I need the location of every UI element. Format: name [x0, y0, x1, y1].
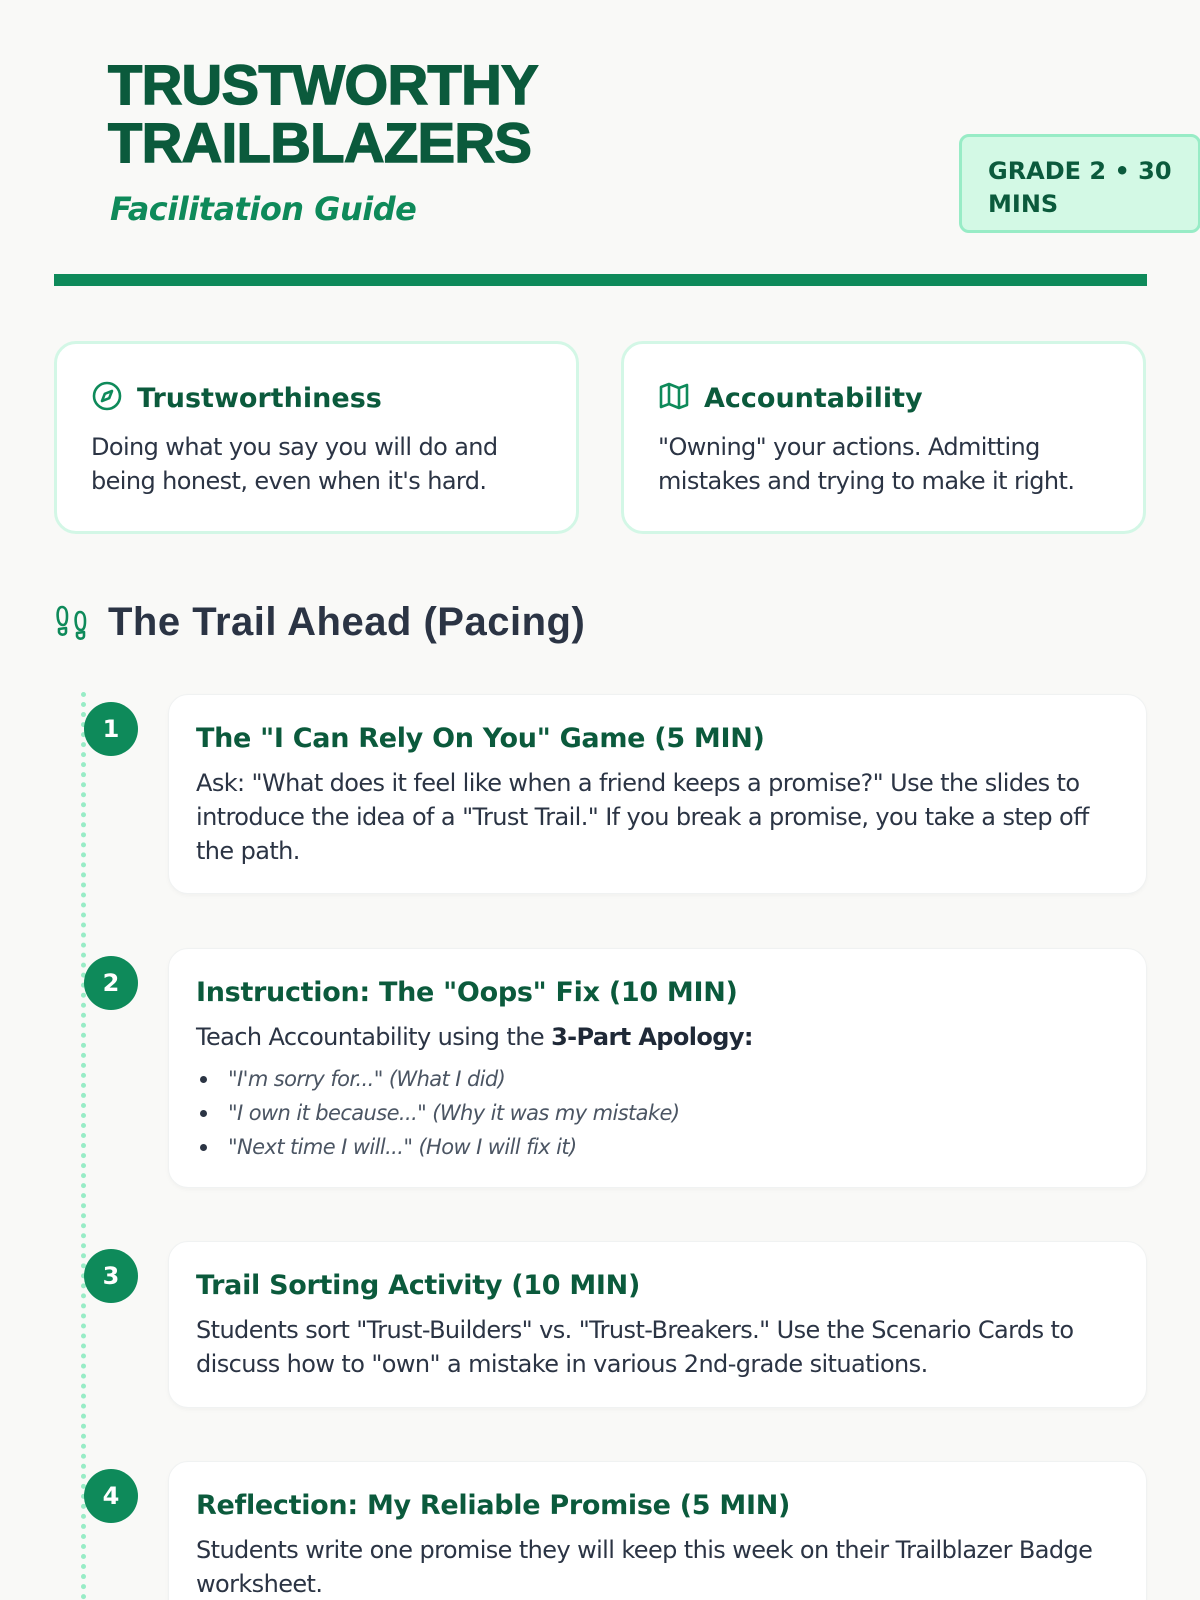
- step-number-badge: 4: [84, 1469, 138, 1523]
- footprints-icon: [54, 601, 94, 645]
- step-title: Instruction: The "Oops" Fix (10 MIN): [196, 977, 738, 1008]
- step-text-prefix: Teach Accountability using the: [196, 1023, 552, 1051]
- header-divider: [54, 274, 1147, 286]
- step-title: Trail Sorting Activity (10 MIN): [196, 1270, 641, 1301]
- definition-text: "Owning" your actions. Admitting mistakes and trying to make it right.: [658, 433, 1075, 495]
- step-description: Students write one promise they will keep this week on their Trailblazer Badge worksheet.: [196, 1536, 1093, 1598]
- definition-title: Accountability: [704, 382, 923, 414]
- map-icon: [658, 380, 690, 416]
- step-title: The "I Can Rely On You" Game (5 MIN): [196, 723, 765, 754]
- page-title: [108, 53, 539, 174]
- step-text-emphasis: 3-Part Apology:: [551, 1023, 753, 1051]
- step-description: Ask: "What does it feel like when a friend keeps a promise?" Use the slides to introduce the idea of a "Trust Trail." If you break a promise, you take a step off the path.: [196, 769, 1089, 865]
- list-item: "Next time I will..." (How I will fix it): [200, 1130, 1119, 1164]
- compass-icon: [91, 380, 123, 416]
- header: [54, 0, 1172, 288]
- definition-card-trustworthiness: [54, 341, 579, 534]
- timeline-line: [81, 692, 86, 1600]
- step-number-badge: 1: [84, 702, 138, 756]
- step-title: Reflection: My Reliable Promise (5 MIN): [196, 1490, 791, 1521]
- definition-card-accountability: [621, 341, 1146, 534]
- step-number-badge: 3: [84, 1249, 138, 1303]
- step-number-badge: 2: [84, 956, 138, 1010]
- apology-steps-list: [196, 1062, 1119, 1164]
- grade-duration-badge: GRADE 2 • 30 MINS: [959, 134, 1200, 233]
- page-subtitle: Facilitation Guide: [110, 190, 417, 228]
- step-description: [196, 1020, 1119, 1054]
- definition-text: Doing what you say you will do and being honest, even when it's hard.: [91, 433, 498, 495]
- step-card-4: [168, 1461, 1147, 1600]
- pacing-section-heading: [54, 600, 585, 645]
- list-item: "I own it because..." (Why it was my mistake): [200, 1096, 1119, 1130]
- title-line-2: TRAILBLAZERS: [108, 111, 532, 174]
- step-card-1: [168, 694, 1147, 894]
- step-card-2: [168, 948, 1147, 1188]
- section-title: The Trail Ahead (Pacing): [108, 600, 586, 644]
- step-description: Students sort "Trust-Builders" vs. "Trust-Breakers." Use the Scenario Cards to discuss how to "own" a mistake in various 2nd-grade situations.: [196, 1316, 1074, 1378]
- list-item: "I'm sorry for..." (What I did): [200, 1062, 1119, 1096]
- title-line-1: TRUSTWORTHY: [108, 53, 539, 116]
- step-card-3: [168, 1241, 1147, 1408]
- definition-title: Trustworthiness: [137, 382, 382, 414]
